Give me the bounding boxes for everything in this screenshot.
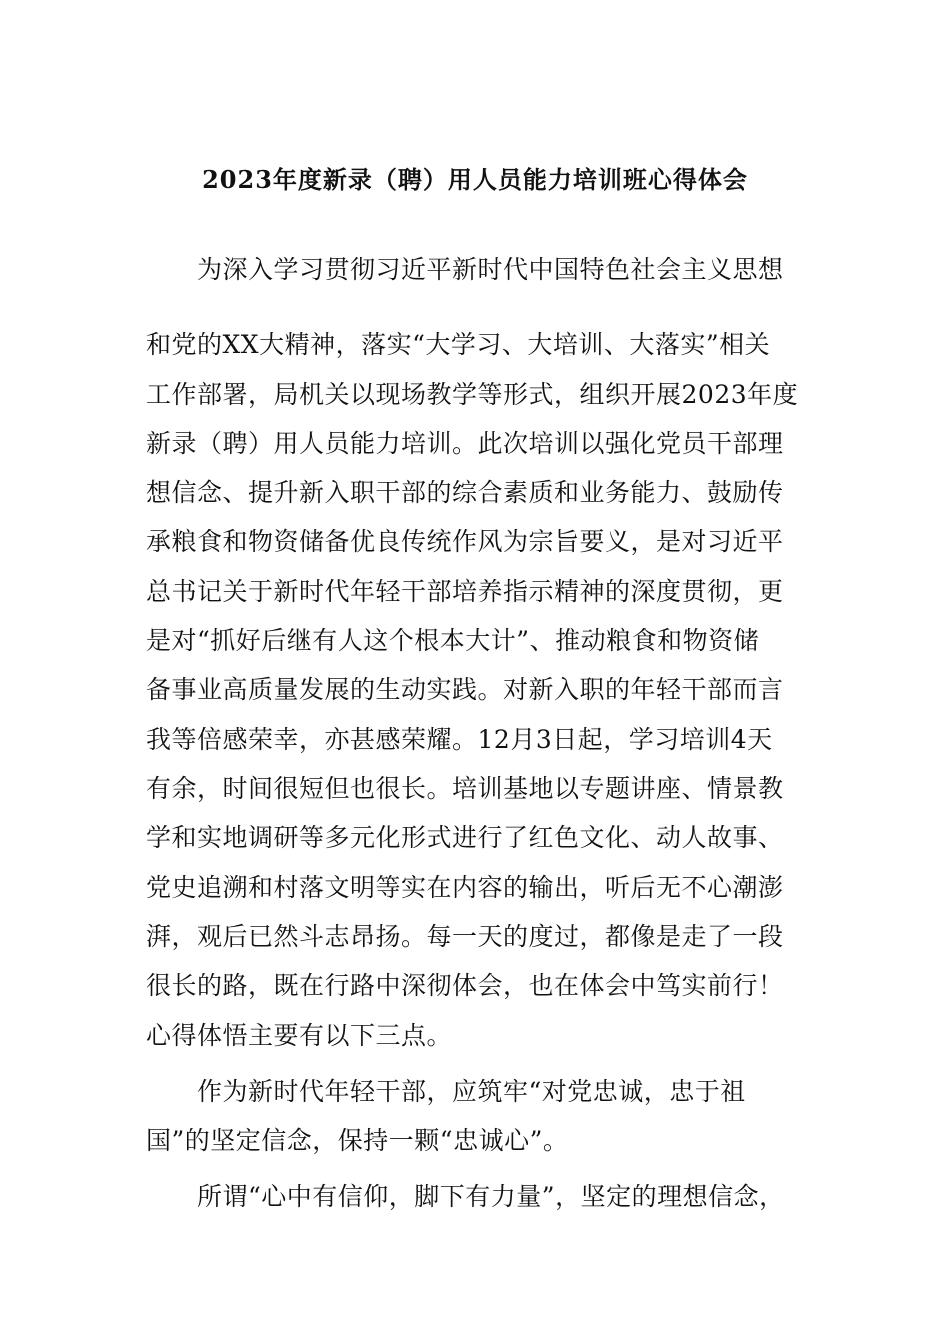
body-line: 所谓“心中有信仰，脚下有力量”，坚定的理想信念， [146,1182,785,1211]
body-line: 是对“抓好后继有人这个根本大计”、推动粮食和物资储 [146,626,760,655]
body-line: 很长的路，既在行路中深彻体会，也在体会中笃实前行！ [146,971,784,1000]
body-line: 想信念、提升新入职干部的综合素质和业务能力、鼓励传 [146,478,784,507]
body-line: 和党的XX大精神，落实“大学习、大培训、大落实”相关 [146,330,771,359]
body-line: 承粮食和物资储备优良传统作风为宗旨要义，是对习近平 [146,527,784,556]
body-line: 工作部署，局机关以现场教学等形式，组织开展2023年度 [146,380,799,409]
body-line: 党史追溯和村落文明等实在内容的输出，听后无不心潮澎 [146,873,784,902]
body-line: 为深入学习贯彻习近平新时代中国特色社会主义思想 [146,255,784,284]
body-line: 湃，观后已然斗志昂扬。每一天的度过，都像是走了一段 [146,922,784,951]
body-line: 学和实地调研等多元化形式进行了红色文化、动人故事、 [146,823,784,852]
body-line: 作为新时代年轻干部，应筑牢“对党忠诚，忠于祖 [146,1077,746,1106]
body-line: 备事业高质量发展的生动实践。对新入职的年轻干部而言 [146,675,784,704]
body-line: 心得体悟主要有以下三点。 [146,1021,453,1050]
body-line: 我等倍感荣幸，亦甚感荣耀。12月3日起，学习培训4天 [146,725,773,754]
body-line: 新录（聘）用人员能力培训。此次培训以强化党员干部理 [146,429,784,458]
document-title: 2023年度新录（聘）用人员能力培训班心得体会 [202,165,748,194]
body-line: 国”的坚定信念，保持一颗“忠诚心”。 [146,1126,569,1155]
body-line: 有余，时间很短但也很长。培训基地以专题讲座、情景教 [146,774,784,803]
body-line: 总书记关于新时代年轻干部培养指示精神的深度贯彻，更 [146,577,784,606]
